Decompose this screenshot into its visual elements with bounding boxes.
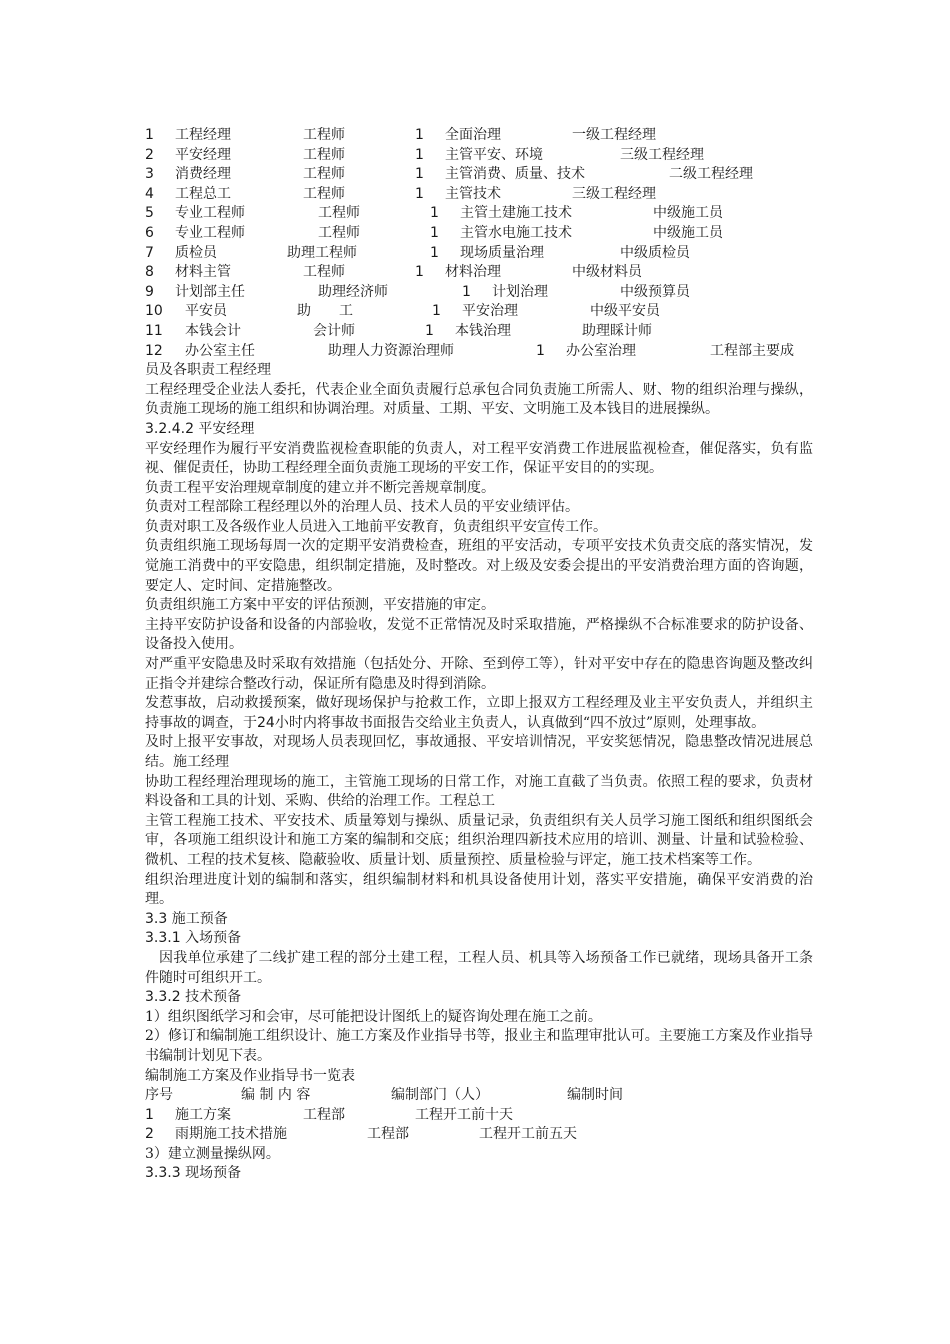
section-heading — [145, 929, 813, 949]
staff-qual: 中级平安员 — [590, 303, 660, 320]
plan-content: 雨期施工技术措施 — [175, 1126, 287, 1143]
staff-qual: 三级工程经理 — [572, 185, 656, 202]
staff-qual: 中级材料员 — [572, 264, 642, 281]
section-title: 入场预备 — [180, 930, 242, 947]
staff-title: 工程师 — [303, 185, 345, 202]
paragraph: 及时上报平安事故，对现场人员表现回忆，事故通报、平安培训情况，平安奖惩情况，隐患整改情况进展总结。施工经理 — [145, 734, 813, 770]
staff-title: 工程师 — [318, 205, 360, 222]
paragraph: 2）修订和编制施工组织设计、施工方案及作业指导书等，报业主和监理审批认可。主要施工方案及作业指导书编制计划见下表。 — [145, 1028, 813, 1064]
staff-row — [145, 126, 813, 146]
staff-row — [145, 263, 813, 283]
plan-header-time: 编制时间 — [567, 1087, 623, 1104]
staff-qual: 中级施工员 — [653, 224, 723, 241]
staff-no: 2 — [145, 146, 154, 163]
staff-count: 1 — [415, 166, 424, 183]
staff-row — [145, 224, 813, 244]
staff-qual: 一级工程经理 — [572, 127, 656, 143]
paragraph: 员及各职责工程经理 — [145, 362, 271, 379]
section-heading — [145, 1164, 813, 1184]
paragraph: 负责组织施工现场每周一次的定期平安消费检查，班组的平安活动，专项平安技术负责交底的落实情况，发觉施工消费中的平安隐患，组织制定措施，及时整改。对上级及安委会提出的平安消费治理方面的咨询题，要定人、定时间、定措施整改。 — [145, 538, 813, 594]
staff-row — [145, 185, 813, 205]
staff-post: 计划部主任 — [175, 283, 245, 300]
section-number: 3.3 — [145, 910, 168, 927]
staff-qual: 二级工程经理 — [669, 166, 753, 183]
staff-duty: 全面治理 — [445, 127, 501, 143]
staff-post: 办公室主任 — [185, 342, 255, 359]
section-number: 3.2.4.2 — [145, 420, 194, 437]
staff-duty: 主管土建施工技术 — [460, 205, 572, 222]
plan-table-row — [145, 1106, 813, 1126]
staff-duty: 主管水电施工技术 — [460, 224, 572, 241]
staff-no: 10 — [145, 303, 163, 320]
plan-header-dept: 编制部门（人） — [391, 1087, 489, 1104]
paragraph: 工程经理受企业法人委托，代表企业全面负责履行总承包合同负责施工所需人、财、物的组织治理与操纵，负责施工现场的施工组织和协调治理。对质量、工期、平安、文明施工及本钱目的进展操纵。 — [145, 381, 813, 418]
staff-title: 助理经济师 — [318, 283, 388, 300]
staff-qual: 中级预算员 — [620, 283, 690, 300]
staff-row — [145, 283, 813, 303]
section-title: 技术预备 — [180, 989, 242, 1006]
plan-dept: 工程部 — [367, 1126, 409, 1143]
staff-count: 1 — [415, 146, 424, 163]
paragraph-part: 小时内将事故书面报告交给业主负责人，认真做到“四不放过”原则，处理事故。 — [274, 714, 766, 731]
paragraph — [145, 694, 813, 733]
table-caption: 编制施工方案及作业指导书一览表 — [145, 1067, 355, 1084]
plan-time: 工程开工前五天 — [479, 1126, 577, 1143]
staff-title: 助 工 — [297, 303, 353, 320]
staff-duty: 本钱治理 — [455, 322, 511, 339]
staff-count: 1 — [462, 283, 471, 300]
staff-count: 1 — [430, 205, 439, 222]
paragraph: 负责对职工及各级作业人员进入工地前平安教育，负责组织平安宣传工作。 — [145, 518, 607, 535]
paragraph: 1）组织图纸学习和会审，尽可能把设计图纸上的疑咨询处理在施工之前。 — [145, 1008, 602, 1025]
section-heading — [145, 988, 813, 1008]
paragraph-part: 发惹事故，启动救援预案，做好现场保护与抢救工作，立即上报双方工程经理及业主平安负责人，并组织主持事故的调查，于 — [145, 695, 813, 731]
document-page — [145, 126, 813, 1184]
staff-post: 平安经理 — [175, 146, 231, 163]
plan-table-row — [145, 1125, 813, 1145]
staff-post: 材料主管 — [175, 264, 231, 281]
paragraph: 因我单位承建了二线扩建工程的部分土建工程，工程人员、机具等入场预备工作已就绪，现场具备开工条件随时可组织开工。 — [145, 949, 813, 986]
paragraph: 负责工程平安治理规章制度的建立并不断完善规章制度。 — [145, 479, 495, 496]
staff-count: 1 — [432, 303, 441, 320]
staff-duty: 现场质量治理 — [460, 244, 544, 261]
staff-row — [145, 322, 813, 342]
staff-count: 1 — [536, 342, 545, 359]
staff-row — [145, 302, 813, 322]
staff-title: 工程师 — [303, 127, 345, 143]
paragraph: 3）建立测量操纵网。 — [145, 1145, 280, 1162]
plan-dept: 工程部 — [303, 1106, 345, 1123]
staff-post: 质检员 — [175, 244, 217, 261]
staff-duty: 材料治理 — [445, 264, 501, 281]
staff-title: 助理人力资源治理师 — [328, 342, 454, 359]
staff-duty: 主管消费、质量、技术 — [445, 166, 585, 183]
section-number: 3.3.3 — [145, 1165, 181, 1182]
paragraph: 组织治理进度计划的编制和落实，组织编制材料和机具设备使用计划，落实平安措施，确保平安消费的治理。 — [145, 871, 813, 908]
staff-title: 会计师 — [313, 322, 355, 339]
staff-row — [145, 244, 813, 264]
staff-qual: 中级质检员 — [620, 244, 690, 261]
staff-no: 3 — [145, 166, 154, 183]
paragraph: 负责组织施工方案中平安的评估预测，平安措施的审定。 — [145, 597, 495, 614]
staff-no: 6 — [145, 224, 154, 241]
staff-row — [145, 342, 813, 362]
staff-post: 本钱会计 — [185, 322, 241, 339]
paragraph: 主管工程施工技术、平安技术、质量筹划与操纵、质量记录，负责组织有关人员学习施工图纸和组织图纸会审，各项施工组织设计和施工方案的编制和交底；组织治理四新技术应用的培训、测量、计量和试验检验、微机、工程的技术复核、隐蔽验收、质量计划、质量预控、质量检验与评定，施工技术档案等工作。 — [145, 812, 813, 868]
staff-qual: 中级施工员 — [653, 205, 723, 222]
staff-row — [145, 165, 813, 185]
staff-count: 1 — [425, 322, 434, 339]
staff-qual: 助理睬计师 — [582, 322, 652, 339]
plan-time: 工程开工前十天 — [415, 1106, 513, 1123]
staff-title: 工程师 — [303, 166, 345, 183]
section-title: 施工预备 — [167, 910, 228, 927]
staff-count: 1 — [415, 185, 424, 202]
staff-no: 11 — [145, 322, 163, 339]
staff-post: 专业工程师 — [175, 205, 245, 222]
plan-header-content: 编 制 内 容 — [241, 1087, 311, 1104]
staff-count: 1 — [415, 264, 424, 281]
staff-duty: 计划治理 — [492, 283, 548, 300]
section-number: 3.3.2 — [145, 989, 181, 1006]
staff-post: 消费经理 — [175, 166, 231, 183]
section-heading — [145, 910, 813, 930]
paragraph: 主持平安防护设备和设备的内部验收，发觉不正常情况及时采取措施，严格操纵不合标准要求的防护设备、设备投入使用。 — [145, 616, 813, 653]
staff-qual: 三级工程经理 — [620, 146, 704, 163]
section-title: 平安经理 — [193, 420, 255, 437]
staff-count: 1 — [415, 127, 424, 143]
staff-count: 1 — [430, 224, 439, 241]
paragraph: 负责对工程部除工程经理以外的治理人员、技术人员的平安业绩评估。 — [145, 499, 579, 516]
staff-duty: 平安治理 — [462, 303, 518, 320]
staff-count: 1 — [430, 244, 439, 261]
section-title: 现场预备 — [180, 1165, 242, 1182]
plan-table-header — [145, 1086, 813, 1106]
staff-post: 工程经理 — [175, 127, 231, 143]
staff-no: 4 — [145, 185, 154, 202]
staff-post: 专业工程师 — [175, 224, 245, 241]
staff-title: 助理工程师 — [287, 244, 357, 261]
plan-no: 2 — [145, 1126, 154, 1143]
staff-post: 平安员 — [185, 303, 227, 320]
hours-number: 24 — [257, 714, 275, 731]
paragraph: 对严重平安隐患及时采取有效措施（包括处分、开除、至到停工等），针对平安中存在的隐患咨询题及整改纠正指令并建综合整改行动，保证所有隐患及时得到消除。 — [145, 656, 813, 692]
staff-no: 9 — [145, 283, 154, 300]
section-number: 3.3.1 — [145, 930, 181, 947]
staff-duty: 办公室治理 — [566, 342, 636, 359]
staff-no: 7 — [145, 244, 154, 261]
section-heading — [145, 420, 813, 440]
paragraph: 平安经理作为履行平安消费监视检查职能的负责人，对工程平安消费工作进展监视检查，催促落实，负有监视、催促责任，协助工程经理全面负责施工现场的平安工作，保证平安目的的实现。 — [145, 440, 813, 477]
staff-title: 工程师 — [303, 146, 345, 163]
staff-row — [145, 146, 813, 166]
staff-post: 工程总工 — [175, 185, 231, 202]
staff-no: 5 — [145, 205, 154, 222]
staff-no: 12 — [145, 342, 163, 359]
staff-title: 工程师 — [303, 264, 345, 281]
staff-duty: 主管平安、环境 — [445, 146, 543, 163]
staff-title: 工程师 — [318, 224, 360, 241]
plan-content: 施工方案 — [175, 1106, 231, 1123]
staff-no: 1 — [145, 127, 154, 143]
staff-no: 8 — [145, 264, 154, 281]
paragraph: 协助工程经理治理现场的施工，主管施工现场的日常工作，对施工直截了当负责。依照工程的要求，负责材料设备和工具的计划、采购、供给的治理工作。工程总工 — [145, 773, 813, 810]
staff-row — [145, 204, 813, 224]
staff-qual: 工程部主要成 — [710, 342, 794, 359]
plan-header-no: 序号 — [145, 1087, 173, 1104]
plan-no: 1 — [145, 1106, 154, 1123]
staff-duty: 主管技术 — [445, 185, 501, 202]
